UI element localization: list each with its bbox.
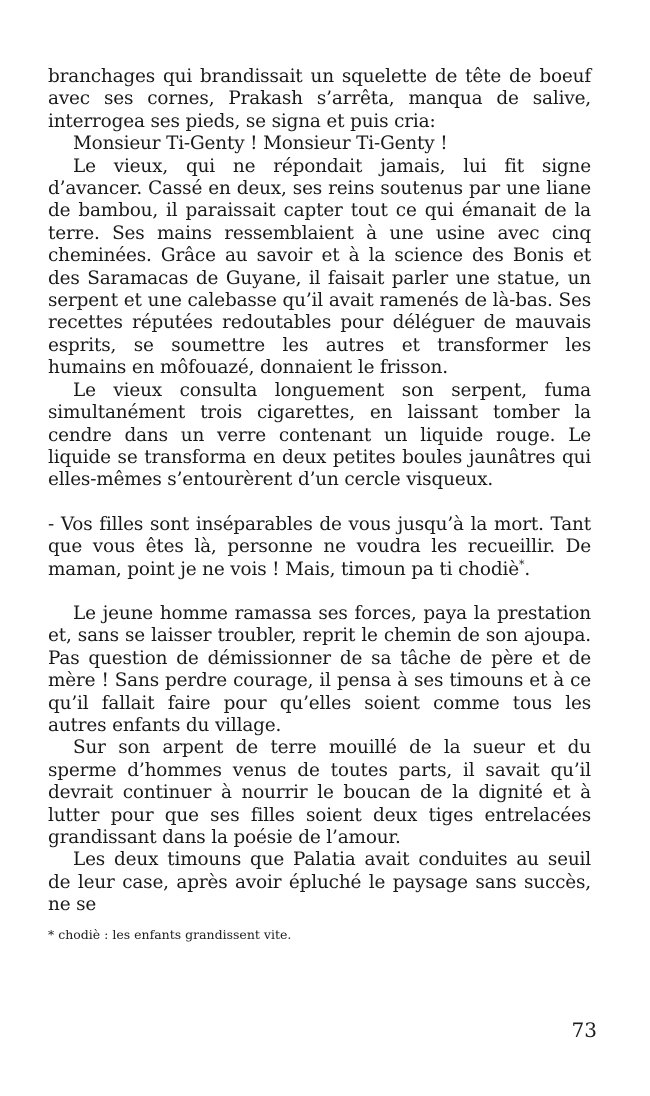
paragraph-2: Monsieur Ti-Genty ! Monsieur Ti-Genty ! bbox=[73, 133, 448, 155]
paragraph-3: Le vieux, qui ne répondait jamais, lui fit signe d’avancer. Cassé en deux, ses reins soutenus par une liane de bambou, il paraissait capter tout ce qui émanait de la terre. Ses mains ressemblaient à une usine avec cinq cheminées. Grâce au savoir et à la science des Bonis et des Saramacas de Guyane, il faisait parler une statue, un serpent et une calebasse qu’il avait ramenés de là-bas. Ses recettes réputées redoutables pour déléguer de mauvais esprits, se soumettre les autres et transformer les humains en môfouazé, donnaient le frisson. bbox=[48, 155, 591, 379]
paragraph-6: Le jeune homme ramassa ses forces, paya la prestation et, sans se laisser troubler, reprit le chemin de son ajoupa. Pas question de démissionner de sa tâche de père et de mère ! Sans perdre courage, il pensa à ses timouns et à ce qu’il fallait faire pour qu’elles soient comme tous les autres enfants du village. bbox=[48, 602, 591, 736]
paragraph-5-dialogue bbox=[48, 514, 591, 581]
paragraph-7: Sur son arpent de terre mouillé de la sueur et du sperme d’hommes venus de toutes parts, il savait qu’il devrait continuer à nourrir le boucan de la dignité et à lutter pour que ses filles soient deux tiges entrelacées grandissant dans la poésie de l’amour. bbox=[48, 737, 591, 848]
body-text bbox=[48, 66, 591, 917]
footnote-reference: * bbox=[518, 557, 525, 571]
paragraph-4: Le vieux consulta longuement son serpent, fuma simultanément trois cigarettes, en laissant tomber la cendre dans un verre contenant un liquide rouge. Le liquide se transforma en deux petites boules jaunâtres qui elles-mêmes s’entourèrent d’un cercle visqueux. bbox=[48, 379, 591, 491]
dialogue-text: - Vos filles sont inséparables de vous jusqu’à la mort. Tant que vous êtes là, personne ne voudra les recueillir. De maman, point je ne vois ! Mais, timoun pa ti chodiè bbox=[48, 513, 591, 580]
footnote: * chodiè : les enfants grandissent vite. bbox=[48, 927, 292, 942]
paragraph-8: Les deux timouns que Palatia avait conduites au seuil de leur case, après avoir épluché le paysage sans succès, ne se bbox=[48, 849, 591, 916]
dialogue-end: . bbox=[524, 558, 531, 580]
page-number: 73 bbox=[571, 1018, 597, 1042]
paragraph-1: branchages qui brandissait un squelette de tête de boeuf avec ses cornes, Prakash s’arrêta, manqua de salive, interrogea ses pieds, se signa et puis cria: bbox=[48, 66, 591, 132]
